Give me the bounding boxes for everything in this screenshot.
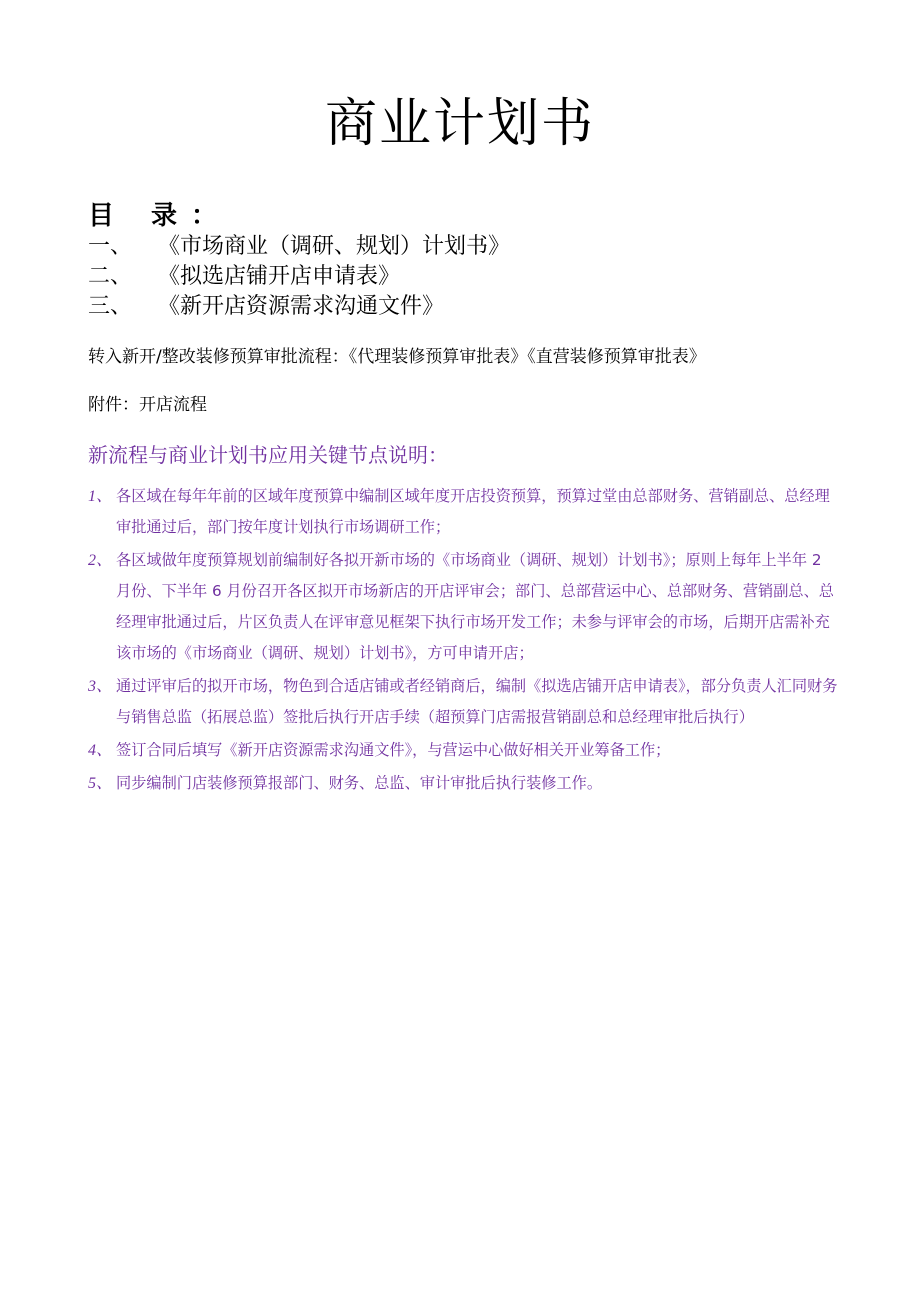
toc-item	[88, 232, 510, 262]
note-item	[88, 671, 840, 733]
note-text: 各区域在每年年前的区域年度预算中编制区域年度开店投资预算，预算过堂由总部财务、营销副总、总经理审批通过后，部门按年度计划执行市场调研工作；	[116, 487, 830, 536]
toc-item	[88, 292, 510, 322]
toc-item	[88, 262, 510, 292]
attachment-line: 附件：开店流程	[88, 395, 207, 415]
toc-heading: 目 录：	[88, 201, 232, 231]
toc-item-number: 二、	[88, 264, 133, 289]
note-item	[88, 481, 840, 543]
page-title: 商业计划书	[324, 94, 595, 154]
note-text: 同步编制门店装修预算报部门、财务、总监、审计审批后执行装修工作。	[116, 774, 602, 792]
notes-list	[88, 481, 840, 801]
note-text: 签订合同后填写《新开店资源需求沟通文件》，与营运中心做好相关开业筹备工作；	[116, 741, 671, 759]
note-number: 3、	[88, 678, 113, 695]
note-item	[88, 545, 840, 669]
toc-list	[88, 232, 510, 322]
note-text: 各区域做年度预算规划前编制好各拟开新市场的《市场商业（调研、规划）计划书》；原则上每年上半年 2 月份、下半年 6 月份召开各区拟开市场新店的开店评审会；部门、总部营运中心、总部财务、营销副总、总经理审批通过后，片区负责人在评审意见框架下执行市场开发工作；未参与评审会的市场，后期开店需补充该市场的《市场商业（调研、规划）计划书》，方可申请开店；	[116, 551, 834, 662]
notes-heading: 新流程与商业计划书应用关键节点说明：	[88, 443, 448, 467]
note-text: 通过评审后的拟开市场，物色到合适店铺或者经销商后，编制《拟选店铺开店申请表》，部分负责人汇同财务与销售总监（拓展总监）签批后执行开店手续（超预算门店需报营销副总和总经理审批后执行）	[116, 677, 838, 726]
note-item	[88, 768, 840, 799]
note-number: 5、	[88, 775, 113, 792]
toc-item-label: 《新开店资源需求沟通文件》	[158, 294, 445, 319]
note-item	[88, 735, 840, 766]
toc-item-label: 《拟选店铺开店申请表》	[158, 264, 401, 289]
toc-item-label: 《市场商业（调研、规划）计划书》	[158, 234, 511, 259]
toc-item-number: 一、	[88, 234, 133, 259]
note-number: 1、	[88, 488, 113, 505]
process-line: 转入新开/整改装修预算审批流程：《代理装修预算审批表》《直营装修预算审批表》	[88, 347, 706, 367]
note-number: 2、	[88, 552, 113, 569]
note-number: 4、	[88, 742, 113, 759]
toc-item-number: 三、	[88, 294, 133, 319]
